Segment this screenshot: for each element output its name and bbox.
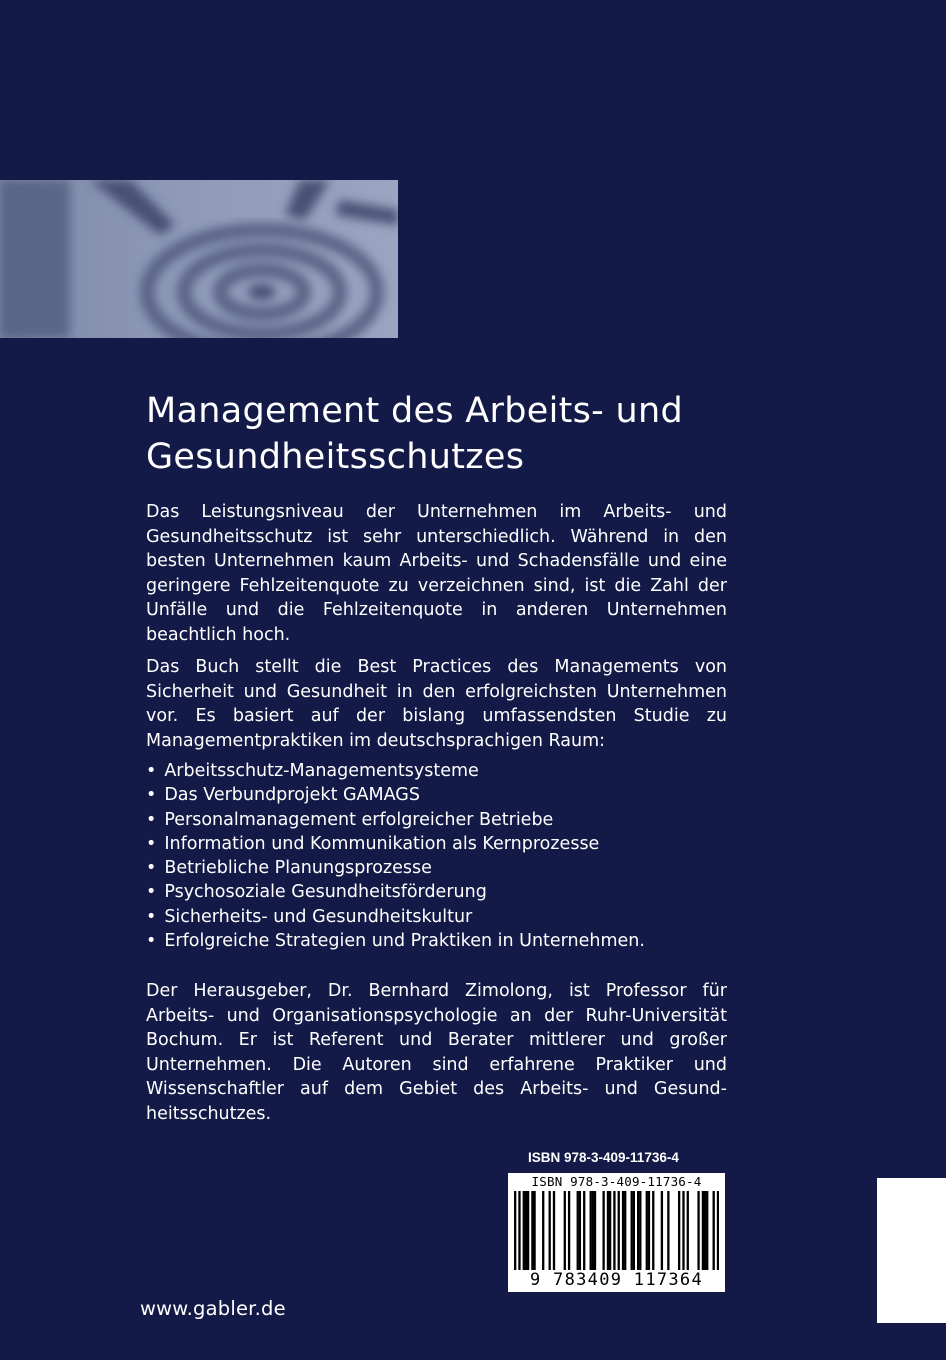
barcode-bar	[602, 1191, 604, 1271]
barcode-bar	[613, 1191, 615, 1281]
barcode-bar	[624, 1191, 626, 1271]
description-paragraph-2: Das Buch stellt die Best Practices des Managements von Sicherheit und Gesundheit in den erfolgreichsten Unternehmen vor. Es basiert auf der bislang umfassendsten Studie zu Managementpraktiken im deutschsprachigen Raum:	[146, 657, 727, 751]
white-label-tab	[877, 1178, 946, 1323]
barcode-bar	[637, 1191, 639, 1271]
barcode-bar	[687, 1191, 689, 1271]
barcode-bar	[618, 1191, 620, 1281]
barcode-bar	[564, 1191, 566, 1271]
barcode-bars	[514, 1191, 719, 1281]
list-item: • Personalmanagement erfolgreicher Betriebe	[146, 808, 746, 832]
barcode-bar	[553, 1191, 555, 1271]
barcode-bar	[533, 1191, 535, 1271]
barcode-bar	[518, 1191, 520, 1281]
barcode-bar	[697, 1191, 699, 1271]
barcode-bar	[652, 1191, 654, 1271]
target-rings-graphic	[0, 180, 398, 338]
barcode-bar	[706, 1191, 708, 1271]
barcode-isbn-text: ISBN 978-3-409-11736-4	[531, 1174, 702, 1189]
barcode-bar	[704, 1191, 706, 1271]
editor-paragraph: Der Herausgeber, Dr. Bernhard Zimolong, ist Professor für Arbeits- und Organisationspsychologie an der Ruhr-Universität Bochum. Er ist Referent und Berater mittlerer und großer Unternehmen. Die Autoren sind erfahrene Praktiker und Wissenschaftler auf dem Gebiet des Arbeits- und Gesundheitsschutzes.	[146, 981, 727, 1124]
barcode-bar	[667, 1191, 669, 1271]
barcode-bar	[583, 1191, 585, 1271]
barcode-bar	[549, 1191, 551, 1271]
cover-photo-target	[0, 180, 398, 338]
list-item: • Arbeitsschutz-Managementsysteme	[146, 759, 746, 783]
barcode-bar	[639, 1191, 641, 1271]
barcode-bar	[646, 1191, 648, 1271]
barcode-bar	[648, 1191, 650, 1271]
barcode-bar	[594, 1191, 596, 1271]
barcode-bar	[633, 1191, 635, 1271]
title-line-1: Management des Arbeits- und	[146, 391, 683, 431]
barcode-digits: 9 783409 117364	[510, 1270, 723, 1290]
barcode-bar	[682, 1191, 684, 1271]
list-item: • Das Verbundprojekt GAMAGS	[146, 783, 746, 807]
book-title	[146, 388, 846, 480]
barcode-bar	[631, 1191, 633, 1271]
barcode-bar	[568, 1191, 570, 1271]
barcode-bar	[577, 1191, 579, 1271]
barcode-bar	[542, 1191, 544, 1271]
barcode-bar	[717, 1191, 719, 1281]
barcode-bar	[622, 1191, 624, 1271]
barcode-bar	[607, 1191, 609, 1271]
topic-list	[146, 759, 746, 953]
list-item: • Psychosoziale Gesundheitsförderung	[146, 880, 746, 904]
barcode-bar	[514, 1191, 516, 1281]
title-line-2: Gesundheitsschutzes	[146, 437, 525, 477]
barcode-bar	[527, 1191, 529, 1271]
list-item: • Sicherheits- und Gesundheitskultur	[146, 905, 746, 929]
barcode-bar	[590, 1191, 592, 1271]
list-item: • Information und Kommunikation als Kernprozesse	[146, 832, 746, 856]
barcode-bar	[531, 1191, 533, 1271]
barcode-bar	[523, 1191, 525, 1271]
isbn-label: ISBN 978-3-409-11736-4	[528, 1150, 679, 1165]
barcode-bar	[525, 1191, 527, 1271]
list-item: • Erfolgreiche Strategien und Praktiken in Unternehmen.	[146, 929, 746, 953]
barcode-bar	[592, 1191, 594, 1271]
barcode	[508, 1173, 725, 1292]
barcode-bar	[579, 1191, 581, 1271]
barcode-bar	[609, 1191, 611, 1271]
list-item: • Betriebliche Planungsprozesse	[146, 856, 746, 880]
barcode-bar	[678, 1191, 680, 1271]
barcode-bar	[713, 1191, 715, 1281]
barcode-bar	[702, 1191, 704, 1271]
barcode-bar	[661, 1191, 663, 1271]
publisher-website: www.gabler.de	[140, 1297, 286, 1320]
description-paragraph-1: Das Leistungsniveau der Unternehmen im Arbeits- und Gesundheitsschutz ist sehr unterschiedlich. Während in den besten Unternehmen kaum Arbeits- und Schadensfälle und eine geringere Fehlzeitenquote zu verzeichnen sind, ist die Zahl der Unfälle und die Fehlzeitenquote in anderen Unternehmen beachtlich hoch.	[146, 502, 727, 645]
